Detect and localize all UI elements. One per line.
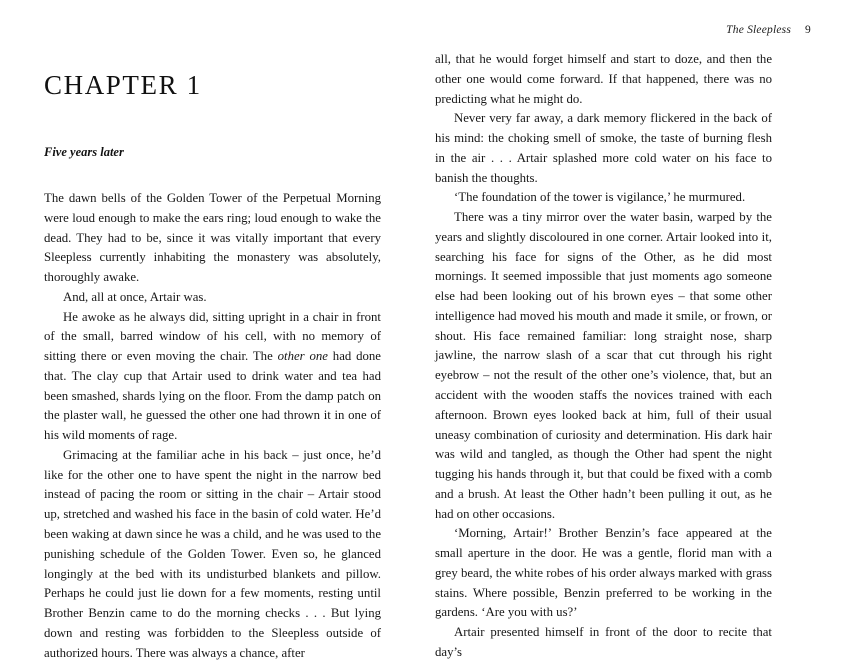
paragraph: The dawn bells of the Golden Tower of the Perpetual Morning were loud enough to make the ears ring; loud enough to wake the dead. They had to be, since it was vitally important that every Sleepless currently inhabiting the monastery was absolutely, thoroughly awake. <box>44 191 381 285</box>
chapter-subtitle: Five years later <box>44 145 124 159</box>
chapter-title: CHAPTER 1 <box>44 70 202 100</box>
paragraph: ‘The foundation of the tower is vigilance,’ he murmured. <box>454 190 746 205</box>
paragraph: Grimacing at the familiar ache in his back – just once, he’d like for the other one to have spent the night in the narrow bed instead of pacing the room or sitting in the chair – Artair stood up, stretched and washed his face in the basin of cold water. He’d been waking at dawn since he was a child, and he was used to the punishing schedule of the Golden Tower. Even so, he glanced longingly at the bed with its undisturbed blankets and pillow. Perhaps he could just lie down for a few moments, resting until Brother Benzin came to do the morning checks . . . But lying down and resting was forbidden to the Sleepless outside of authorized hours. There was always a chance, after <box>44 447 381 660</box>
paragraph: There was a tiny mirror over the water basin, warped by the years and slightly discoloured in one corner. Artair looked into it, searching his face for signs of the Other, as he did most mornings. It seemed impossible that just moments ago someone else had been looking out of his brown eyes – that some other intelligence had moved his mouth and made it smile, or frown, or shout. His face remained familiar: long straight nose, sharp jawline, the narrow slash of a scar that cut through his right eyebrow – not the result of the other one’s violence, that, but an accident with the wooden staffs the novices trained with each afternoon. Brown eyes looked back at him, full of their usual uneasy combination of curiosity and determination. His dark hair was wild and tangled, as though the Other had spent the night tugging his hands through it, but that could be fixed with a comb and a brush. At least the Other hadn’t been pulling it out, as he had on other occasions. <box>435 210 772 521</box>
paragraph: ‘Morning, Artair!’ Brother Benzin’s face appeared at the small aperture in the door. He was a gentle, florid man with a grey beard, the white robes of his order always marked with grass stains. Where possible, Benzin preferred to be working in the gardens. ‘Are you with us?’ <box>435 526 772 620</box>
right-column <box>435 50 772 659</box>
paragraph: Never very far away, a dark memory flickered in the back of his mind: the choking smell of smoke, the taste of burning flesh in the air . . . Artair splashed more cold water on his face to banish the thoughts. <box>435 111 772 185</box>
left-column <box>44 50 381 660</box>
running-head-title: The Sleepless <box>726 24 792 36</box>
paragraph: He awoke as he always did, sitting upright in a chair in front of the small, barred window of his cell, with no memory of sitting there or even moving the chair. The other one had done that. The clay cup that Artair used to drink water and tea had been smashed, shards lying on the floor. From the damp patch on the plaster wall, he guessed the other one had thrown it in one of his wild moments of rage. <box>44 309 381 443</box>
paragraph: Artair presented himself in front of the door to recite that day’s <box>435 625 772 659</box>
paragraph: And, all at once, Artair was. <box>63 289 207 304</box>
page-number: 9 <box>805 24 811 36</box>
text-columns <box>44 50 811 660</box>
running-head <box>726 24 811 36</box>
paragraph: all, that he would forget himself and start to doze, and then the other one would come forward. If that happened, there was no predicting what he might do. <box>435 52 772 106</box>
